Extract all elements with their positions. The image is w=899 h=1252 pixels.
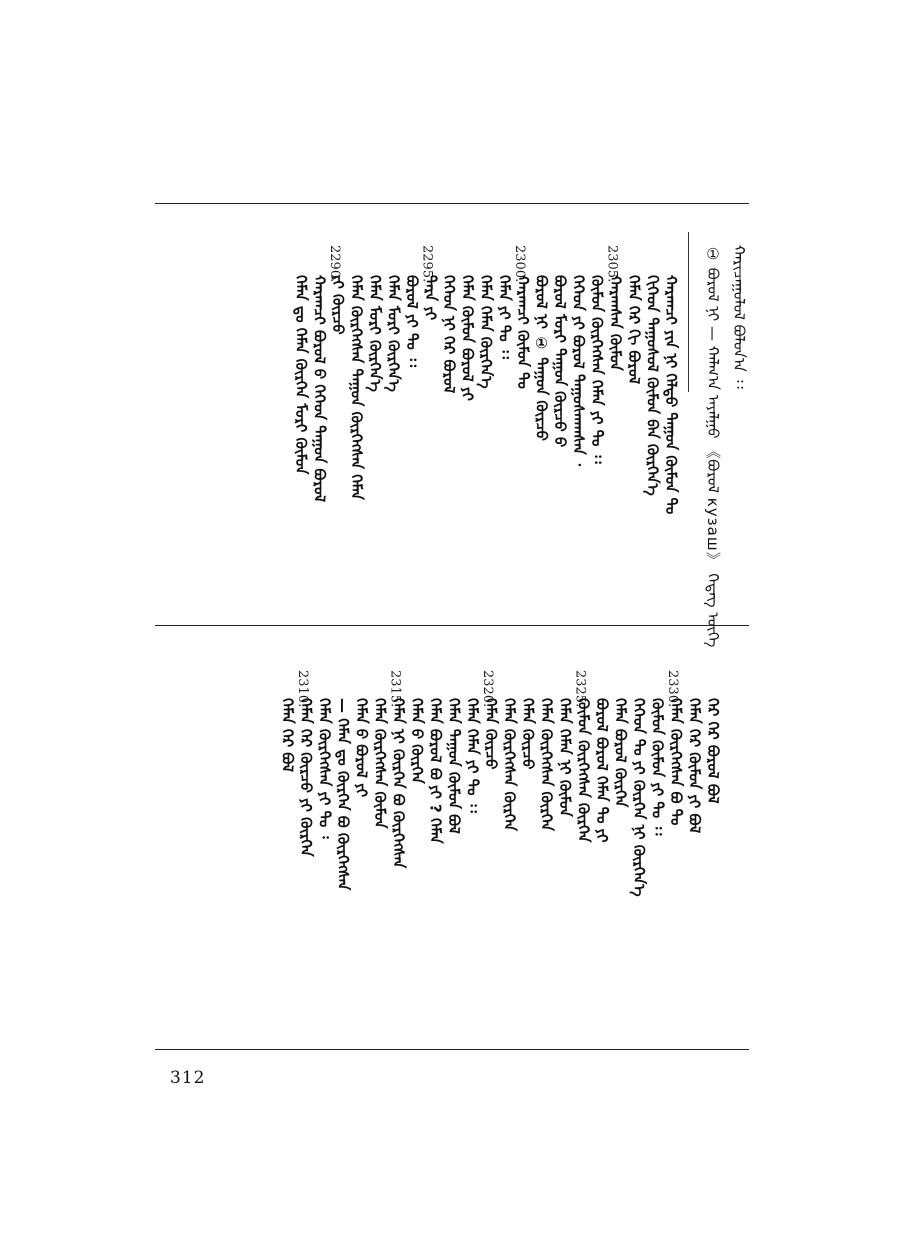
top-line-number: 2300. xyxy=(512,245,527,283)
top-line-number: 2305. xyxy=(604,245,620,283)
bottom-verse-line: ᠬᠡᠮᠡᠨ ᠭᠡᠷ ᠬᠦᠮᠦᠨ ᠶᠢ ᠪᠣᠯ xyxy=(685,698,704,834)
top-verse-line: ᠬᠠᠷᠠᠭᠴᠢ ᠶᠢᠨ ᠨᠢ ᠬᠡᠯᠲᠦ ᠳᠠᠭᠤᠨ ᠬᠦᠮᠦᠨ ᠲᠤ xyxy=(662,275,680,515)
bottom-verse-line: ᠬᠡᠮᠡᠨ ᠬᠦᠷᠭᠡᠭᠰᠡᠨ ᠪᠣ ᠲᠤ xyxy=(667,698,685,826)
bottom-verse-line: — ᠬᠡᠮᠡᠨ ᠳᠤ ᠬᠦᠷᠭᠡᠨ ᠪᠣ ᠬᠦᠷᠭᠡᠭᠰᠡᠨ xyxy=(334,698,352,891)
bottom-verse-line: ᠬᠡᠮᠡᠨ ᠪ ᠪᠣᠷᠤᠯ ᠶᠢ xyxy=(352,698,371,798)
bottom-rule xyxy=(155,1049,749,1050)
top-verse-line: ᠬᠡᠮᠡᠨ ᠳᠤ ᠬᠡᠮᠡᠨ ᠬᠦᠷᠭᠡᠨ ᠮᠣᠷᠢ ᠬᠦᠮᠦᠨ xyxy=(292,275,310,475)
bottom-verse-line: ᠬᠡᠮᠡᠨ ᠬᠦᠷᠭᠡᠭᠰᠡᠨ ᠬᠦᠷᠭᠡᠨ xyxy=(537,698,556,832)
bottom-line-number: 2310. xyxy=(295,670,310,708)
bottom-verse-line: ᠬᠡᠮᠡᠨ ᠬᠦᠷᠭᠡᠭᠰᠡᠨ ᠶᠢ ᠲᠤ ᠄ xyxy=(315,698,334,839)
bottom-verse-line: ᠬᠦᠮᠦᠨ ᠬᠦᠷᠭᠡᠭᠰᠡᠨ ᠬᠦᠷᠭᠡᠨ xyxy=(574,698,593,843)
top-verse-line: ᠬᠠᠷᠠᠭᠰᠠᠨ ᠬᠦᠮᠦᠨ xyxy=(606,275,625,371)
middle-rule xyxy=(155,625,749,626)
bottom-line-number: 2320. xyxy=(480,670,495,708)
top-verse-line: ᠬᠡᠮᠡᠨ ᠭᠡᠷ ᠬᠢ ᠪᠣᠷᠤᠯ xyxy=(625,275,643,385)
top-line-number: 2295. xyxy=(419,245,435,283)
footnote-line: ᠬᠠᠷᠢᠴᠠᠭᠤᠯᠤᠯ ᠪᠣᠯᠤᠨ᠎ᠠ ᠄᠄ xyxy=(730,245,748,389)
top-verse-line: ᠪᠣᠷᠤᠯ ᠶᠢ ᠲᠤ ᠄᠄ xyxy=(403,275,421,368)
top-rule xyxy=(155,203,749,204)
top-verse-line: ᠬᠢᠭᠡᠳ ᠳᠠᠭᠤᠰᠤᠯ ᠬᠦᠮᠦᠨ ᠪᠠᠨ ᠬᠦᠷᠭᠡᠨ᠎ᠡ xyxy=(643,275,662,496)
bottom-verse-line: ᠪᠣᠷᠤᠯ ᠪᠣᠷᠤᠯ ᠬᠡᠮᠡᠨ ᠲᠤ ᠶᠢ xyxy=(593,698,611,843)
bottom-verse-line: ᠬᠡᠷ ᠭᠡᠷ ᠪᠣᠷᠤᠯ ᠪᠣᠯ xyxy=(704,698,722,804)
bottom-text-block xyxy=(155,640,749,1040)
top-verse-line: ᠶᠢ ᠬᠦᠷᠴᠦ xyxy=(329,275,347,335)
top-verse-line: ᠬᠡᠮᠡᠨ ᠬᠡᠮᠡᠨ ᠬᠦᠷᠭᠡᠨ᠎ᠡ xyxy=(477,275,495,389)
top-verse-line: ᠬᠡᠮᠡᠨ ᠮᠣᠷᠢ ᠬᠦᠷᠭᠡᠨ᠎ᠡ xyxy=(384,275,403,392)
page-number: 312 xyxy=(170,1068,206,1088)
top-verse-line: ᠪᠣᠷᠤᠯ ᠮᠣᠷᠢ ᠳᠠᠭᠤᠨ ᠬᠦᠷᠴᠦ ᠪ xyxy=(551,275,569,448)
bottom-verse-line: ᠬᠡᠭᠡᠳ ᠲᠤ ᠶᠢ ᠬᠦᠷᠭᠡᠨ ᠨᠢ ᠬᠦᠷᠭᠡᠨ᠎ᠡ xyxy=(630,698,648,897)
top-verse-line: ᠪᠣᠷᠤᠯ ᠨᠢ ① ᠳᠠᠭᠤᠨ ᠬᠦᠷᠴᠦ xyxy=(532,275,551,441)
top-text-block xyxy=(155,215,749,648)
top-verse-line: ᠬᠡᠭᠡᠳ ᠨᠢ ᠭᠡᠷ ᠪᠣᠷᠤᠯ xyxy=(440,275,458,394)
bottom-verse-line: ᠬᠡᠮᠡᠨ ᠬᠡᠮᠡᠨ ᠨᠢ ᠬᠦᠮᠦᠨ xyxy=(556,698,574,817)
top-verse-line: ᠬᠠᠷᠠᠭᠴᠢ ᠪᠣᠷᠤᠯ ᠪ ᠬᠡᠭᠡᠳ ᠳᠠᠭᠤᠨ ᠪᠣᠷᠤᠯ xyxy=(310,275,329,503)
bottom-verse-line: ᠬᠡᠮᠡᠨ ᠭᠡᠷ ᠬᠦᠷᠴᠦ ᠶᠢ ᠬᠦᠷᠭᠡᠨ xyxy=(297,698,315,857)
top-verse-line: ᠬᠡᠮᠡᠨ ᠬᠦᠷᠭᠡᠭᠰᠡᠨ ᠳᠠᠭᠤᠨ ᠬᠦᠷᠭᠡᠭᠰᠡᠨ ᠬᠡᠮᠡᠨ xyxy=(347,275,366,500)
bottom-verse-line: ᠬᠡᠮᠡᠨ ᠬᠦᠷᠭᠡᠭᠰᠡᠨ ᠬᠦᠮᠦᠨ xyxy=(371,698,389,829)
bottom-line-number: 2315. xyxy=(387,670,403,708)
bottom-verse-line: ᠬᠡᠮᠡᠨ ᠪᠣᠷᠤᠯ ᠬᠦᠷᠭᠡᠨ xyxy=(611,698,630,808)
top-verse-line: ᠬᠦᠮᠦᠨ ᠬᠦᠷᠭᠡᠭᠰᠡᠨ ᠬᠡᠮᠡᠨ ᠶᠢ ᠲᠤ ᠄᠄ xyxy=(588,275,606,464)
bottom-verse-line: ᠬᠦᠮᠦᠨ ᠬᠦᠮᠦᠨ ᠶᠢ ᠲᠤ ᠄᠄ xyxy=(648,698,667,836)
bottom-verse-line: ᠬᠡᠮᠡᠨ ᠭᠡᠷ ᠪᠣᠯ xyxy=(278,698,297,773)
top-verse-line: ᠬᠡᠮᠡᠨ ᠬᠦᠮᠦᠨ ᠪᠣᠷᠤᠯ ᠶᠢ xyxy=(458,275,477,401)
bottom-line-number: 2330. xyxy=(665,670,680,708)
bottom-verse-line: ᠬᠡᠮᠡᠨ ᠨᠢ ᠬᠦᠷᠭᠡᠨ ᠪᠣ ᠬᠦᠷᠭᠡᠭᠰᠡᠨ xyxy=(389,698,408,869)
bottom-verse-line: ᠬᠡᠮᠡᠨ ᠬᠦᠷᠴᠦ xyxy=(482,698,500,770)
bottom-verse-line: ᠬᠡᠮᠡᠨ ᠬᠡᠮᠡᠨ ᠶᠢ ᠲᠤ ᠄᠄ xyxy=(463,698,482,813)
bottom-verse-line: ᠬᠡᠮᠡᠨ ᠪ ᠬᠦᠷᠭᠡᠨ xyxy=(408,698,426,784)
top-verse-line: ᠬᠠᠷᠠᠭᠴᠢ ᠬᠦᠮᠦᠨ ᠲᠤ xyxy=(514,275,532,389)
top-verse-line: ᠬᠡᠮᠡᠨ ᠮᠣᠷᠢ ᠬᠦᠷᠭᠡᠨ᠎ᠡ xyxy=(366,275,384,392)
bottom-line-number: 2325. xyxy=(572,670,588,708)
bottom-verse-line: ᠬᠡᠮᠡᠨ ᠳᠠᠭᠤᠨ ᠬᠦᠮᠦᠨ ᠪᠣᠯ xyxy=(445,698,463,834)
bottom-verse-line: ᠬᠡᠮᠡᠨ ᠬᠦᠷᠴᠦ xyxy=(519,698,537,770)
top-verse-line: ᠬᠡᠮᠡᠨ ᠶᠢ ᠲᠤ ᠄᠄ xyxy=(495,275,514,359)
footnote-line: ① ᠪᠣᠷᠤᠯ ᠨᠢ — ᠬᠠᠯᠬ᠎ᠠ ᠠᠶᠠᠯᠭᠤ 《ᠪᠣᠷᠤᠯ кузаш》 ᠭᠡᠳᠡᠭ ᠦᠭᠡ xyxy=(704,245,722,648)
bottom-verse-line: ᠬᠡᠮᠡᠨ ᠬᠦᠷᠭᠡᠭᠰᠡᠨ ᠬᠦᠷᠭᠡᠨ xyxy=(500,698,519,832)
top-verse-line: ᠲᠡᠷᠡ ᠶᠢ xyxy=(421,275,440,321)
top-verse-line: ᠬᠡᠭᠡᠳ ᠶᠢ ᠪᠣᠷᠤᠯ ᠳᠠᠭᠤᠰᠭᠠᠭᠰᠠᠨ ᠂ xyxy=(569,275,588,467)
bottom-verse-line: ᠬᠡᠮᠡᠨ ᠪᠣᠷᠤᠯ ᠪᠣ ᠶᠢ ? ᠬᠡᠮᠡᠨ xyxy=(426,698,445,844)
top-line-number: 2290. xyxy=(327,245,342,283)
